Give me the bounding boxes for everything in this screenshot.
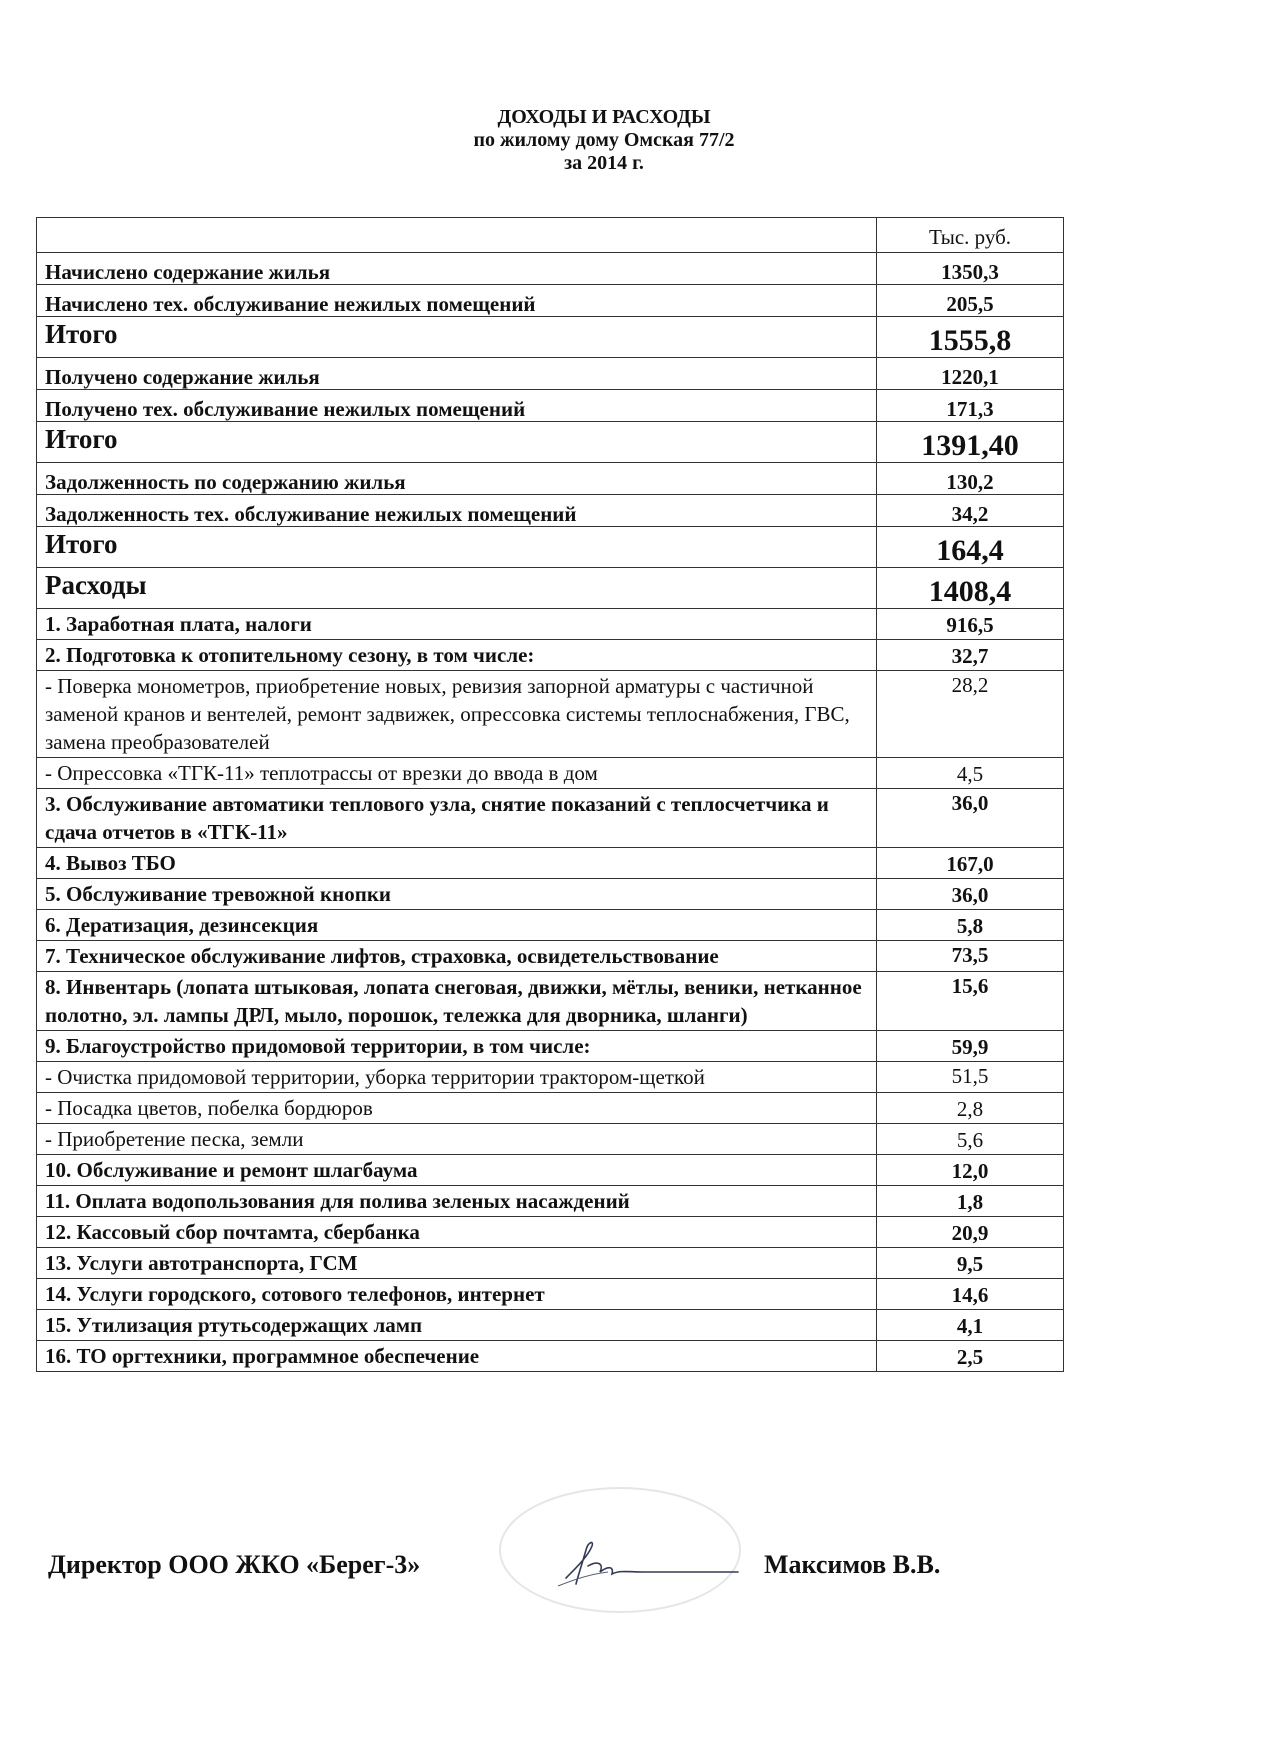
expense-row	[37, 879, 1064, 910]
row-value: 2,8	[877, 1093, 1064, 1124]
row-value: 130,2	[877, 463, 1064, 495]
row-label: - Очистка придомовой территории, уборка территории трактором-щеткой	[37, 1062, 877, 1093]
row-label: 3. Обслуживание автоматики теплового узла, снятие показаний с теплосчетчика и сдача отчетов в «ТГК-11»	[37, 789, 877, 848]
row-label: 11. Оплата водопользования для полива зеленых насаждений	[37, 1186, 877, 1217]
row-label: 10. Обслуживание и ремонт шлагбаума	[37, 1155, 877, 1186]
signatory-position: Директор ООО ЖКО «Берег-3»	[48, 1550, 421, 1579]
row-value: 5,8	[877, 910, 1064, 941]
table-row	[37, 390, 1064, 422]
row-value: 164,4	[877, 527, 1064, 568]
expense-row	[37, 1341, 1064, 1372]
expense-row	[37, 1310, 1064, 1341]
row-value: 15,6	[877, 972, 1064, 1031]
row-label: 2. Подготовка к отопительному сезону, в том числе:	[37, 640, 877, 671]
expense-subrow	[37, 671, 1064, 758]
row-value: 59,9	[877, 1031, 1064, 1062]
expense-row	[37, 910, 1064, 941]
row-label: Получено тех. обслуживание нежилых помещений	[37, 390, 877, 422]
table-header-row	[37, 218, 1064, 253]
row-value: 14,6	[877, 1279, 1064, 1310]
row-value: 73,5	[877, 941, 1064, 972]
row-label: - Опрессовка «ТГК-11» теплотрассы от врезки до ввода в дом	[37, 758, 877, 789]
row-label: Получено содержание жилья	[37, 358, 877, 390]
expense-row	[37, 941, 1064, 972]
row-value: 12,0	[877, 1155, 1064, 1186]
header-label-cell	[37, 218, 877, 253]
row-value: 1408,4	[877, 568, 1064, 609]
row-label: 6. Дератизация, дезинсекция	[37, 910, 877, 941]
row-value: 28,2	[877, 671, 1064, 758]
row-label: 9. Благоустройство придомовой территории, в том числе:	[37, 1031, 877, 1062]
expense-row	[37, 848, 1064, 879]
table-row	[37, 495, 1064, 527]
table-row	[37, 285, 1064, 317]
row-label: Задолженность по содержанию жилья	[37, 463, 877, 495]
document-heading	[0, 106, 1208, 175]
row-value: 1350,3	[877, 253, 1064, 285]
expense-row	[37, 609, 1064, 640]
row-value: 4,1	[877, 1310, 1064, 1341]
unit-header-cell: Тыс. руб.	[877, 218, 1064, 253]
row-value: 167,0	[877, 848, 1064, 879]
row-value: 9,5	[877, 1248, 1064, 1279]
table-row	[37, 463, 1064, 495]
row-label: 5. Обслуживание тревожной кнопки	[37, 879, 877, 910]
expense-row	[37, 1031, 1064, 1062]
row-value: 5,6	[877, 1124, 1064, 1155]
expense-row	[37, 1186, 1064, 1217]
total-row	[37, 527, 1064, 568]
expense-subrow	[37, 1093, 1064, 1124]
document-title: ДОХОДЫ И РАСХОДЫ	[497, 106, 711, 128]
row-label: - Поверка монометров, приобретение новых, ревизия запорной арматуры с частичной заменой кранов и вентелей, ремонт задвижек, опрессовка системы теплоснабжения, ГВС, замена преобразователей	[37, 671, 877, 758]
expense-subrow	[37, 1062, 1064, 1093]
expense-row	[37, 1279, 1064, 1310]
handwritten-signature	[548, 1526, 758, 1596]
row-value: 2,5	[877, 1341, 1064, 1372]
row-value: 20,9	[877, 1217, 1064, 1248]
total-row	[37, 317, 1064, 358]
income-expense-table	[36, 217, 1064, 1372]
expenses-total-row	[37, 568, 1064, 609]
expense-row	[37, 1248, 1064, 1279]
row-label: Начислено содержание жилья	[37, 253, 877, 285]
table-row	[37, 253, 1064, 285]
expense-row	[37, 972, 1064, 1031]
row-label: 16. ТО оргтехники, программное обеспечение	[37, 1341, 877, 1372]
total-row	[37, 422, 1064, 463]
row-value: 171,3	[877, 390, 1064, 422]
row-label: Начислено тех. обслуживание нежилых помещений	[37, 285, 877, 317]
row-label: 7. Техническое обслуживание лифтов, страховка, освидетельствование	[37, 941, 877, 972]
document-subtitle: по жилому дому Омская 77/2	[473, 129, 735, 151]
signatory-name: Максимов В.В.	[764, 1550, 941, 1579]
row-value: 51,5	[877, 1062, 1064, 1093]
row-value: 1555,8	[877, 317, 1064, 358]
row-label: Задолженность тех. обслуживание нежилых помещений	[37, 495, 877, 527]
row-value: 1391,40	[877, 422, 1064, 463]
expense-row	[37, 640, 1064, 671]
row-label: Итого	[37, 317, 877, 358]
expense-subrow	[37, 1124, 1064, 1155]
row-value: 205,5	[877, 285, 1064, 317]
expense-row	[37, 789, 1064, 848]
table-row	[37, 358, 1064, 390]
row-label: Итого	[37, 422, 877, 463]
row-label: 13. Услуги автотранспорта, ГСМ	[37, 1248, 877, 1279]
expense-subrow	[37, 758, 1064, 789]
row-value: 36,0	[877, 789, 1064, 848]
row-label: 4. Вывоз ТБО	[37, 848, 877, 879]
row-label: 12. Кассовый сбор почтамта, сбербанка	[37, 1217, 877, 1248]
row-label: 14. Услуги городского, сотового телефонов, интернет	[37, 1279, 877, 1310]
row-value: 34,2	[877, 495, 1064, 527]
row-label: - Посадка цветов, побелка бордюров	[37, 1093, 877, 1124]
row-value: 32,7	[877, 640, 1064, 671]
expense-row	[37, 1217, 1064, 1248]
row-label: Расходы	[37, 568, 877, 609]
expense-row	[37, 1155, 1064, 1186]
signature-block	[48, 1546, 1048, 1596]
row-value: 1220,1	[877, 358, 1064, 390]
row-label: 1. Заработная плата, налоги	[37, 609, 877, 640]
row-value: 916,5	[877, 609, 1064, 640]
row-label: Итого	[37, 527, 877, 568]
row-value: 1,8	[877, 1186, 1064, 1217]
row-label: 15. Утилизация ртутьсодержащих ламп	[37, 1310, 877, 1341]
row-label: 8. Инвентарь (лопата штыковая, лопата снеговая, движки, мётлы, веники, нетканное полотно, эл. лампы ДРЛ, мыло, порошок, тележка для дворника, шланги)	[37, 972, 877, 1031]
row-value: 36,0	[877, 879, 1064, 910]
row-label: - Приобретение песка, земли	[37, 1124, 877, 1155]
document-period: за 2014 г.	[564, 152, 644, 174]
row-value: 4,5	[877, 758, 1064, 789]
